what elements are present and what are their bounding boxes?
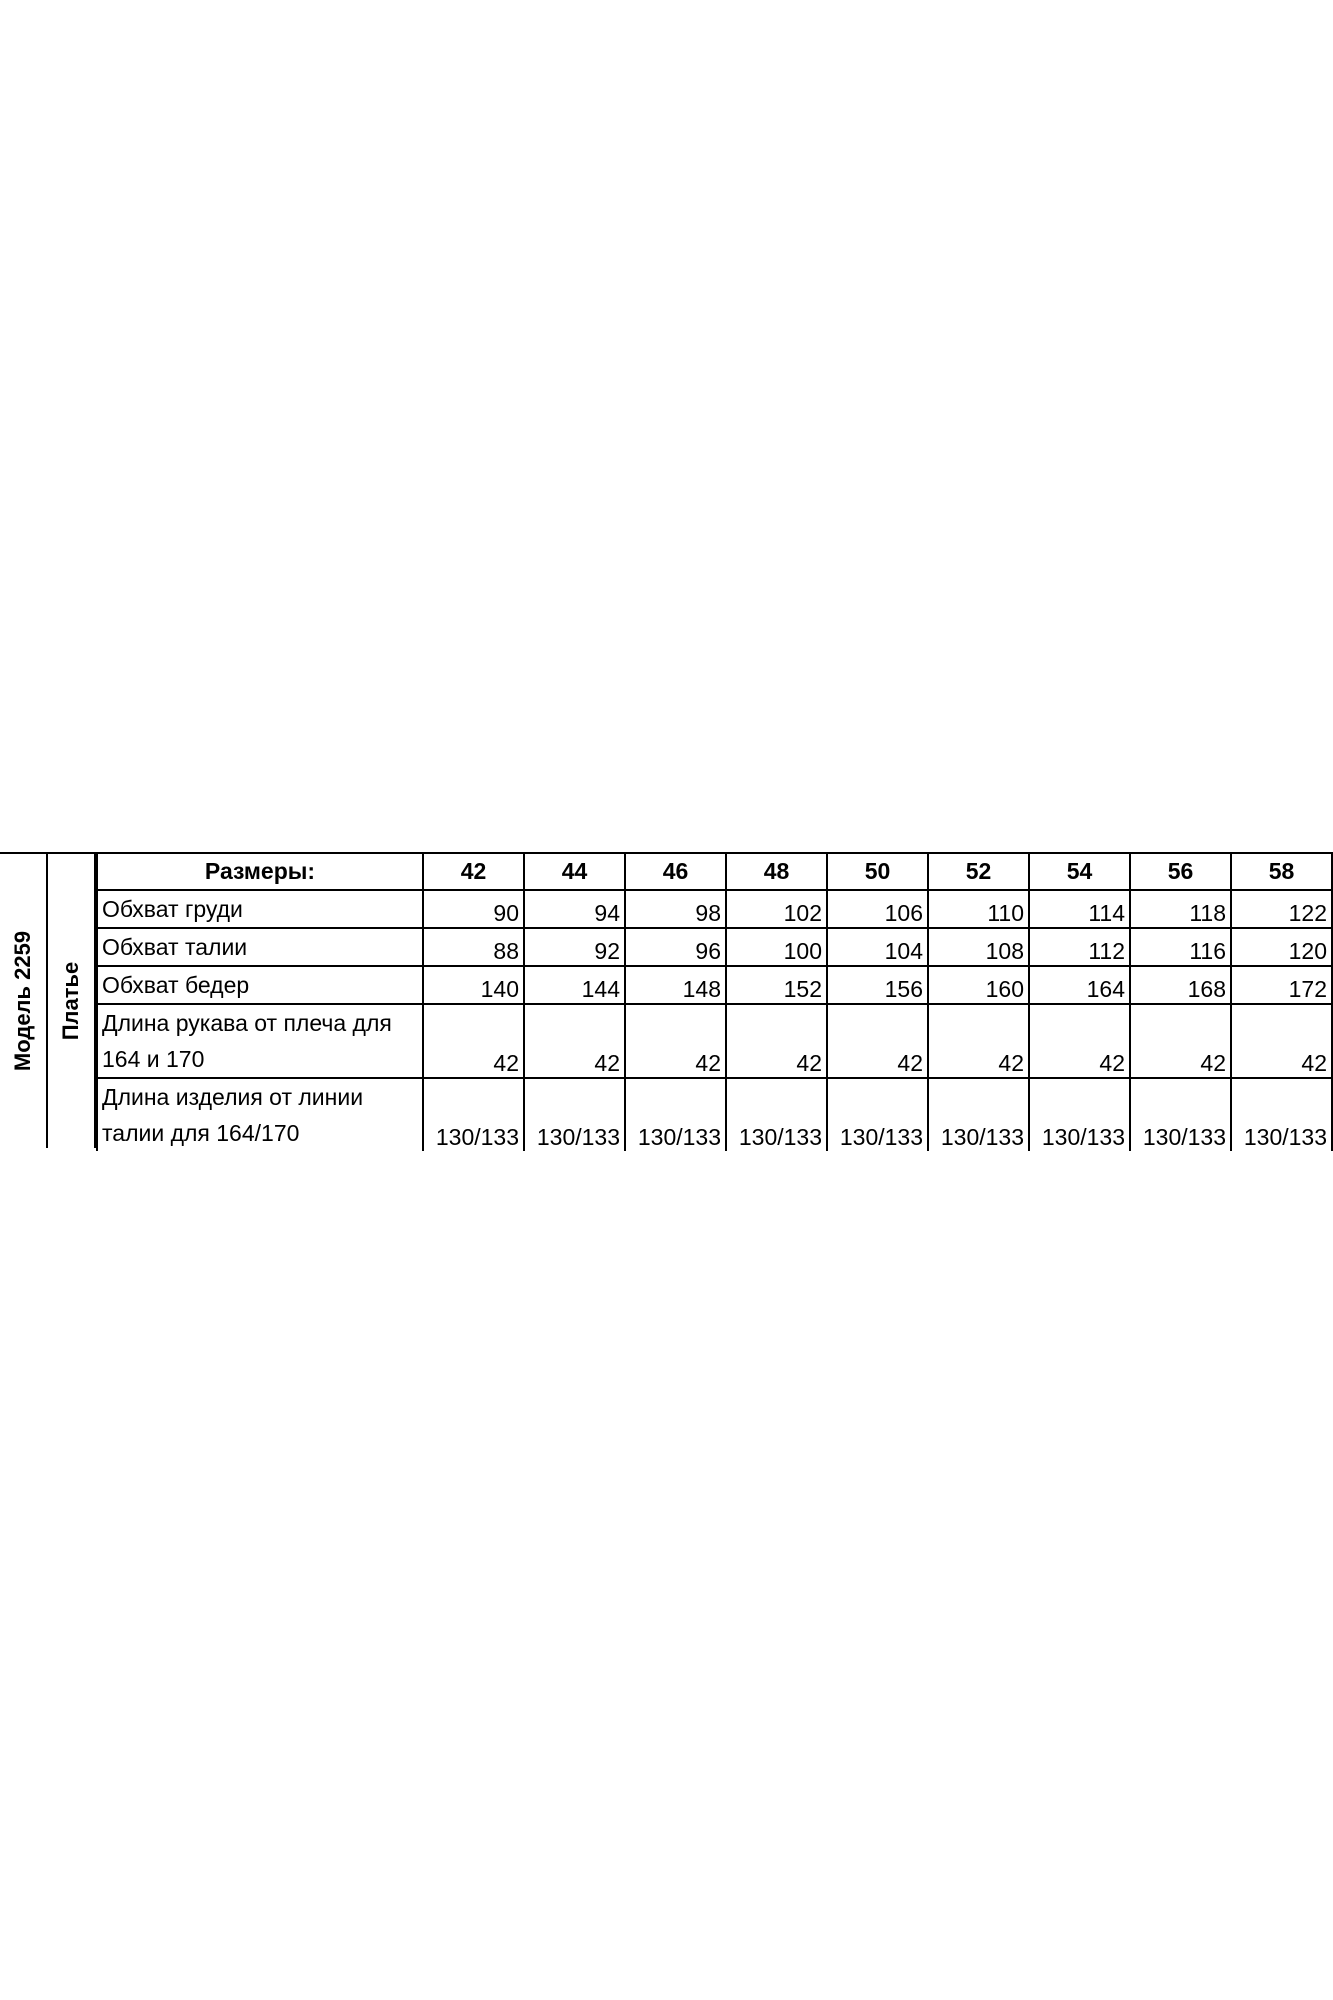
table-cell: 112 — [1029, 928, 1130, 966]
table-cell: 42 — [827, 1004, 928, 1078]
table-cell: 148 — [625, 966, 726, 1004]
table-cell: 42 — [1231, 1004, 1332, 1078]
table-cell: 130/133 — [423, 1078, 524, 1151]
table-cell: 118 — [1130, 890, 1231, 928]
size-header: 42 — [423, 853, 524, 890]
table-cell: 106 — [827, 890, 928, 928]
product-cell — [48, 852, 96, 1148]
row-label: Длина изделия от линии талии для 164/170 — [97, 1078, 423, 1151]
table-cell: 110 — [928, 890, 1029, 928]
header-row — [97, 853, 1332, 890]
table-cell: 88 — [423, 928, 524, 966]
model-label: Модель 2259 — [10, 930, 35, 1072]
table-row — [97, 928, 1332, 966]
table-cell: 42 — [1029, 1004, 1130, 1078]
table-cell: 96 — [625, 928, 726, 966]
row-label: Обхват бедер — [97, 966, 423, 1004]
table-row — [97, 1004, 1332, 1078]
table-cell: 140 — [423, 966, 524, 1004]
table-cell: 42 — [928, 1004, 1029, 1078]
table-cell: 130/133 — [625, 1078, 726, 1151]
table-cell: 120 — [1231, 928, 1332, 966]
table-cell: 94 — [524, 890, 625, 928]
size-header: 50 — [827, 853, 928, 890]
table-cell: 42 — [625, 1004, 726, 1078]
table-row — [97, 966, 1332, 1004]
table-cell: 164 — [1029, 966, 1130, 1004]
table-cell: 92 — [524, 928, 625, 966]
size-header: 44 — [524, 853, 625, 890]
product-label: Платье — [58, 961, 83, 1041]
table-cell: 130/133 — [928, 1078, 1029, 1151]
table-cell: 160 — [928, 966, 1029, 1004]
table-cell: 104 — [827, 928, 928, 966]
table-cell: 116 — [1130, 928, 1231, 966]
table-cell: 130/133 — [524, 1078, 625, 1151]
table-cell: 98 — [625, 890, 726, 928]
row-label: Длина рукава от плеча для 164 и 170 — [97, 1004, 423, 1078]
table-cell: 130/133 — [827, 1078, 928, 1151]
table-cell: 172 — [1231, 966, 1332, 1004]
table-cell: 42 — [423, 1004, 524, 1078]
table-cell: 130/133 — [1029, 1078, 1130, 1151]
table-cell: 144 — [524, 966, 625, 1004]
table-cell: 114 — [1029, 890, 1130, 928]
size-chart — [0, 852, 1333, 1148]
table-cell: 100 — [726, 928, 827, 966]
size-header: 54 — [1029, 853, 1130, 890]
table-cell: 42 — [524, 1004, 625, 1078]
table-cell: 90 — [423, 890, 524, 928]
table-cell: 152 — [726, 966, 827, 1004]
table-cell: 122 — [1231, 890, 1332, 928]
size-header: 48 — [726, 853, 827, 890]
header-label: Размеры: — [97, 853, 423, 890]
table-cell: 168 — [1130, 966, 1231, 1004]
table-cell: 108 — [928, 928, 1029, 966]
size-header: 52 — [928, 853, 1029, 890]
model-cell — [0, 852, 48, 1148]
row-label: Обхват талии — [97, 928, 423, 966]
table-cell: 156 — [827, 966, 928, 1004]
table-cell: 130/133 — [1130, 1078, 1231, 1151]
size-header: 58 — [1231, 853, 1332, 890]
table-cell: 42 — [726, 1004, 827, 1078]
size-header: 46 — [625, 853, 726, 890]
size-table — [96, 852, 1333, 1151]
table-cell: 130/133 — [726, 1078, 827, 1151]
table-row — [97, 1078, 1332, 1151]
table-cell: 42 — [1130, 1004, 1231, 1078]
size-header: 56 — [1130, 853, 1231, 890]
table-cell: 102 — [726, 890, 827, 928]
row-label: Обхват груди — [97, 890, 423, 928]
table-row — [97, 890, 1332, 928]
table-cell: 130/133 — [1231, 1078, 1332, 1151]
